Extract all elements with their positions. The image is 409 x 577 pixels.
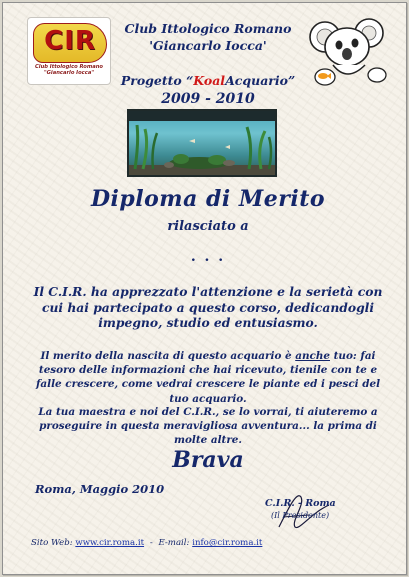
footer-web-label: Sito Web: (31, 538, 73, 548)
footer-separator: - (149, 538, 153, 548)
signatory-role: (Il Presidente) (271, 511, 330, 520)
project-rest: Acquario” (225, 73, 296, 88)
paragraph-merit-after: tuo: fai tesoro delle informazioni che hai ricevuto, tienile con te e falle crescere, come vedrai crescere le piante ed i pesci del tuo acquario. (35, 350, 381, 405)
cir-logo-text: CIR (44, 26, 96, 56)
signatory-name: C.I.R. - Roma (265, 498, 336, 509)
logo-caption-line1: Club Ittologico Romano (35, 64, 103, 70)
diploma-page (2, 2, 407, 575)
recipient-name: . . . (190, 249, 226, 265)
aquarium-photo (127, 109, 277, 177)
club-name: Club Ittologico Romano (124, 21, 292, 36)
aquarium-scene (129, 111, 275, 175)
paragraph-merit-underlined: anche (295, 350, 330, 362)
project-koal: Koal (193, 73, 226, 88)
club-subtitle: 'Giancarlo Iocca' (149, 38, 267, 53)
closing-brava: Brava (172, 447, 244, 473)
footer-email-link[interactable]: info@cir.roma.it (192, 538, 263, 548)
cir-logo-mark (33, 23, 107, 63)
footer-email-label: E-mail: (158, 538, 190, 548)
project-title (63, 73, 353, 88)
paragraph-merit-before: Il merito della nascita di questo acquario è (40, 350, 296, 362)
paragraph-future: La tua maestra e noi del C.I.R., se lo vorrai, ti aiuteremo a proseguire in questa meravigliosa avventura... la prima di molte altre. (38, 406, 378, 447)
footer-web-link[interactable]: www.cir.roma.it (75, 538, 145, 548)
place-date: Roma, Maggio 2010 (35, 482, 165, 496)
paragraph-merit (33, 349, 383, 406)
diploma-title: Diploma di Merito (90, 186, 326, 212)
logo-caption-line2: "Giancarlo Iocca" (43, 70, 95, 76)
project-prefix: Progetto “ (120, 73, 194, 88)
paragraph-appreciation: Il C.I.R. ha apprezzato l'attenzione e la serietà con cui hai partecipato a questo corso, dedicandogli impegno, studio ed entusiasmo. (33, 284, 383, 330)
issued-to-label: rilasciato a (167, 219, 249, 234)
footer-contacts (31, 538, 262, 548)
project-years: 2009 - 2010 (161, 91, 255, 107)
